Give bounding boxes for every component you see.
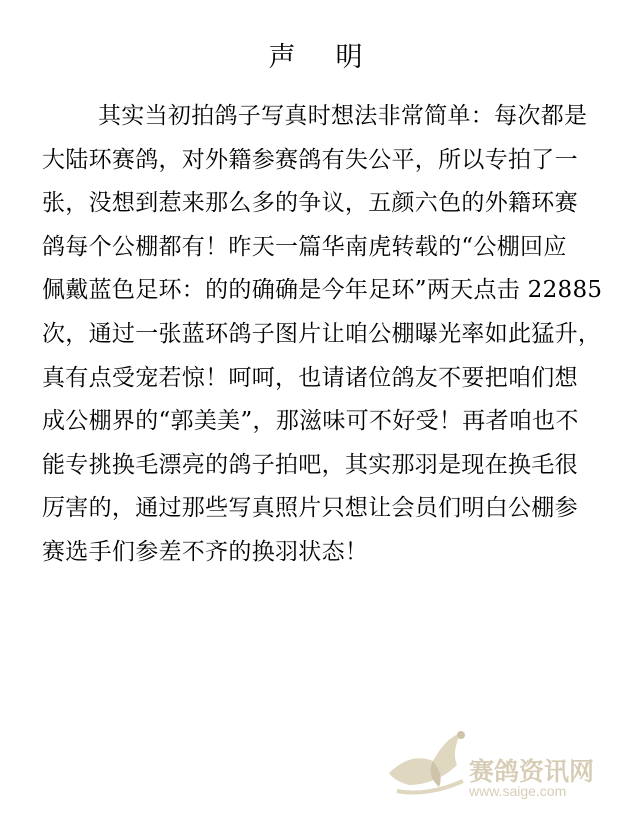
statement-line: 赛选手们参差不齐的换羽状态！ xyxy=(42,538,369,565)
statement-line: 佩戴蓝色足环：的的确确是今年足环”两天点击 22885 xyxy=(42,277,603,304)
document-title: 声明 xyxy=(268,42,403,73)
statement-line: 大陆环赛鸽，对外籍参赛鸽有失公平，所以专拍了一 xyxy=(42,146,578,173)
statement-line: 成公棚界的“郭美美”，那滋味可不好受！再者咱也不 xyxy=(42,408,579,435)
statement-body xyxy=(42,95,603,575)
statement-line: 鸽每个公棚都有！昨天一篇华南虎转载的“公棚回应 xyxy=(42,233,567,260)
watermark-url: www.saige.com xyxy=(469,783,567,799)
pigeon-logo-icon xyxy=(383,725,473,805)
statement-line: 厉害的，通过那些写真照片只想让会员们明白公棚参 xyxy=(42,495,578,522)
statement-line: 真有点受宠若惊！呵呵，也请诸位鸽友不要把咱们想 xyxy=(42,364,578,391)
statement-line: 其实当初拍鸽子写真时想法非常简单：每次都是 xyxy=(98,103,588,129)
site-watermark xyxy=(383,725,603,805)
statement-line: 次，通过一张蓝环鸽子图片让咱公棚曝光率如此猛升， xyxy=(42,320,602,347)
statement-line: 能专挑换毛漂亮的鸽子拍吧，其实那羽是现在换毛很 xyxy=(42,451,578,478)
watermark-brand: 赛鸽资讯网 xyxy=(469,757,595,786)
statement-line: 张，没想到惹来那么多的争议，五颜六色的外籍环赛 xyxy=(42,190,578,217)
